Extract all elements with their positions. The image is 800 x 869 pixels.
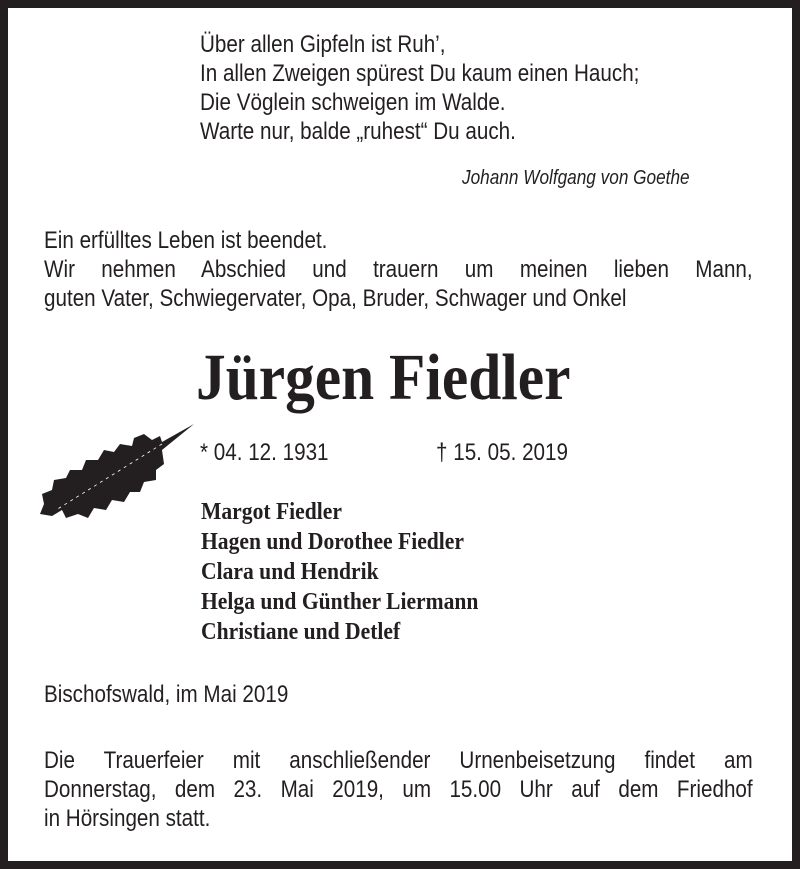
funeral-notice (44, 746, 753, 833)
deceased-name: Jürgen Fiedler (196, 341, 571, 414)
poem-line: Die Vöglein schweigen im Walde. (200, 89, 506, 116)
intro-line: Wir nehmen Abschied und trauern um meinen lieben Mann, (44, 256, 753, 283)
death-date: † 15. 05. 2019 (436, 439, 568, 466)
poem-line: In allen Zweigen spürest Du kaum einen Hauch; (200, 60, 640, 87)
funeral-line: Donnerstag, dem 23. Mai 2019, um 15.00 Uhr auf dem Friedhof (44, 776, 753, 803)
mourner: Christiane und Detlef (201, 619, 401, 645)
mourner: Hagen und Dorothee Fiedler (201, 529, 464, 555)
mourner: Helga und Günther Liermann (201, 589, 479, 615)
mourner: Margot Fiedler (201, 499, 342, 525)
intro-line: guten Vater, Schwiegervater, Opa, Bruder, Schwager und Onkel (44, 285, 627, 312)
intro-line: Ein erfülltes Leben ist beendet. (44, 227, 328, 254)
funeral-line: in Hörsingen statt. (44, 805, 211, 832)
poem (200, 30, 639, 146)
intro-text (44, 226, 753, 313)
funeral-line: Die Trauerfeier mit anschließender Urnenbeisetzung findet am (44, 747, 753, 774)
place-date: Bischofswald, im Mai 2019 (44, 681, 289, 708)
mourners-list (201, 498, 478, 648)
poem-author: Johann Wolfgang von Goethe (462, 167, 690, 189)
birth-date: * 04. 12. 1931 (200, 439, 329, 466)
poem-line: Über allen Gipfeln ist Ruh’, (200, 31, 446, 58)
mourner: Clara und Hendrik (201, 559, 379, 585)
oak-leaf-icon (36, 420, 196, 520)
poem-line: Warte nur, balde „ruhest“ Du auch. (200, 118, 516, 145)
